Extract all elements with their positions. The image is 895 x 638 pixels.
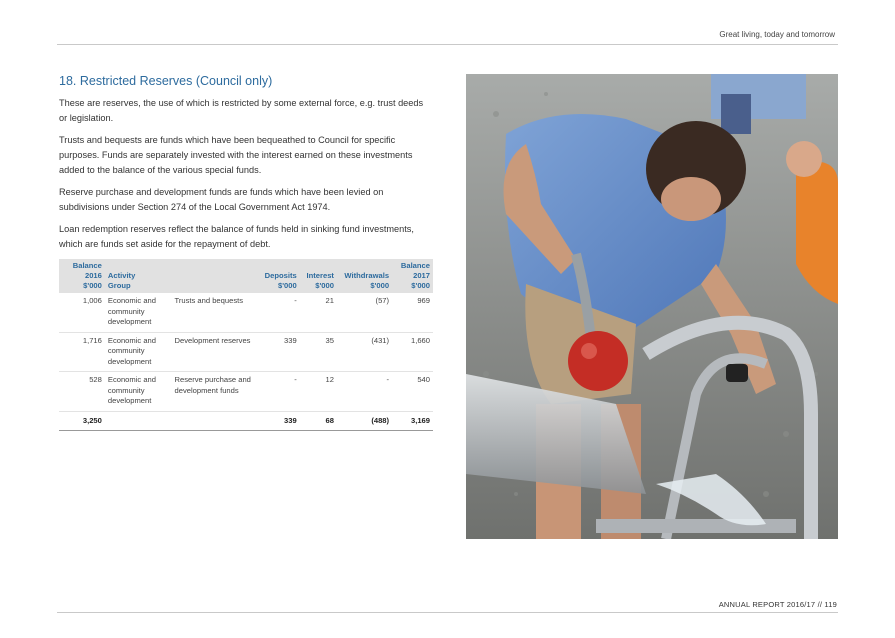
cell-reserve: Development reserves [172, 332, 257, 372]
table-total-row [59, 411, 433, 431]
header-activity-group: Activity Group [105, 259, 172, 293]
header-deposits: Deposits $'000 [257, 259, 300, 293]
cell-group: Economic and community development [105, 372, 172, 412]
table-row [59, 293, 433, 332]
cell-interest: 21 [300, 293, 337, 332]
restricted-reserves-table [59, 259, 433, 431]
cell-deposits: - [257, 293, 300, 332]
cell-group: Economic and community development [105, 332, 172, 372]
cell-withdrawals: - [337, 372, 392, 412]
cell-balance-2017: 540 [392, 372, 433, 412]
footer-divider [57, 612, 838, 613]
cell-reserve: Trusts and bequests [172, 293, 257, 332]
total-empty-reserve [172, 411, 257, 431]
cell-deposits: - [257, 372, 300, 412]
cell-balance-2016: 1,716 [59, 332, 105, 372]
cell-withdrawals: (57) [337, 293, 392, 332]
total-empty-group [105, 411, 172, 431]
cell-balance-2017: 1,660 [392, 332, 433, 372]
total-interest: 68 [300, 411, 337, 431]
table-header-row [59, 259, 433, 293]
paragraph-trusts-bequests: Trusts and bequests are funds which have been bequeathed to Council for specific purposes. Funds are separately invested with the interest earned on these investments added to the balance of the various special funds. [59, 135, 413, 175]
total-balance-2017: 3,169 [392, 411, 433, 431]
paragraph-loan-redemption: Loan redemption reserves reflect the balance of funds held in sinking fund investments, which are funds set aside for the repayment of debt. [59, 224, 414, 249]
paragraph-reserve-purchase: Reserve purchase and development funds are funds which have been levied on subdivisions under Section 274 of the Local Government Act 1974. [59, 187, 384, 212]
cell-withdrawals: (431) [337, 332, 392, 372]
section-title: 18. Restricted Reserves (Council only) [59, 74, 273, 88]
cell-interest: 35 [300, 332, 337, 372]
section-content [59, 74, 431, 431]
cell-deposits: 339 [257, 332, 300, 372]
header-divider [57, 44, 838, 45]
header-interest: Interest $'000 [300, 259, 337, 293]
total-balance-2016: 3,250 [59, 411, 105, 431]
header-reserve [172, 259, 257, 293]
table-row [59, 332, 433, 372]
cell-balance-2016: 1,006 [59, 293, 105, 332]
footer-page-info: ANNUAL REPORT 2016/17 // 119 [718, 600, 837, 609]
header-balance-2017: Balance 2017 $'000 [392, 259, 433, 293]
header-balance-2016: Balance 2016 $'000 [59, 259, 105, 293]
cell-group: Economic and community development [105, 293, 172, 332]
cell-interest: 12 [300, 372, 337, 412]
paragraph-reserves-intro: These are reserves, the use of which is restricted by some external force, e.g. trust deeds or legislation. [59, 98, 424, 123]
boy-water-pump-photo [466, 74, 838, 539]
total-deposits: 339 [257, 411, 300, 431]
total-withdrawals: (488) [337, 411, 392, 431]
table-row [59, 372, 433, 412]
cell-balance-2016: 528 [59, 372, 105, 412]
cell-reserve: Reserve purchase and development funds [172, 372, 257, 412]
cell-balance-2017: 969 [392, 293, 433, 332]
header-tagline: Great living, today and tomorrow [719, 30, 835, 39]
header-withdrawals: Withdrawals $'000 [337, 259, 392, 293]
